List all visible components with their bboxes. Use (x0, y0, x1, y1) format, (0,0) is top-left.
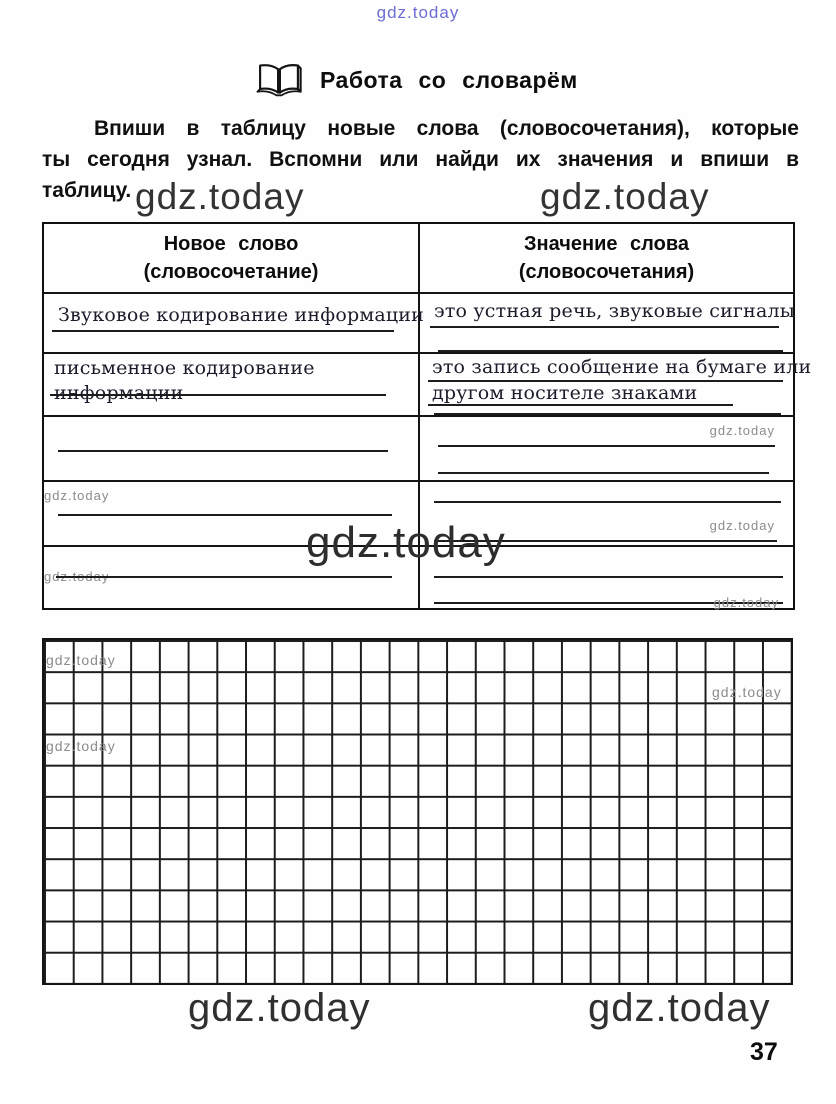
writing-line (56, 576, 392, 578)
writing-line (434, 413, 781, 415)
handwritten-meaning: другом носителе знаками (432, 382, 698, 404)
writing-line (438, 350, 783, 352)
writing-line (438, 472, 769, 474)
handwritten-meaning: это запись сообщение на бумаге или (432, 356, 812, 378)
writing-line (434, 576, 783, 578)
handwritten-word: письменное кодирование (54, 357, 315, 379)
section-title: Работа со словарём (320, 66, 578, 93)
writing-line (52, 330, 394, 332)
meaning-cell (420, 354, 812, 415)
watermark-table-center: gdz.today (306, 518, 506, 567)
watermark-cell: gdz.today (709, 423, 775, 438)
writing-line (430, 326, 779, 328)
column-header-line: (словосочетание) (143, 261, 319, 283)
writing-line (50, 394, 386, 396)
watermark-top: gdz.today (376, 3, 460, 22)
writing-line (434, 501, 781, 503)
handwritten-word: информации (54, 382, 184, 404)
vocabulary-table (42, 222, 812, 610)
table-row (44, 352, 812, 415)
instruction-line-2: ты сегодня узнал. Вспомни или найди их значения и впиши в (42, 148, 799, 171)
column-header-meaning (420, 224, 793, 292)
handwritten-meaning: это устная речь, звуковые сигналы (434, 300, 796, 322)
writing-line (438, 445, 775, 447)
page-number: 37 (750, 1038, 778, 1066)
watermark-grid: gdz.today (712, 684, 782, 700)
meaning-cell (420, 417, 793, 480)
watermark-cell: gdz.today (713, 595, 779, 610)
column-header-new-word (44, 224, 420, 292)
watermark-cell: gdz.today (44, 569, 110, 584)
watermark-grid: gdz.today (46, 652, 116, 668)
column-header-line: (словосочетания) (518, 261, 695, 283)
word-cell (44, 354, 420, 415)
watermark-cell: gdz.today (709, 518, 775, 533)
table-header-row (44, 224, 793, 292)
watermark-after-instruction-right: gdz.today (540, 176, 710, 217)
column-header-line: Новое слово (163, 233, 299, 255)
meaning-cell (420, 294, 796, 352)
watermark-bottom-left: gdz.today (188, 986, 371, 1030)
watermark-grid: gdz.today (46, 738, 116, 754)
table-row (44, 415, 793, 480)
handwritten-word: Звуковое кодирование информации (58, 304, 425, 326)
watermark-after-instruction-left: gdz.today (135, 176, 305, 217)
writing-line (428, 404, 733, 406)
watermark-bottom-right: gdz.today (588, 986, 771, 1030)
watermark-cell: gdz.today (44, 488, 110, 503)
instruction-line-1: Впиши в таблицу новые слова (словосочетания), которые (94, 117, 799, 140)
open-book-icon (252, 60, 306, 100)
instruction-line-3: таблицу. (42, 179, 132, 202)
column-header-line: Значение слова (524, 233, 689, 255)
table-row (44, 292, 796, 352)
section-header (252, 60, 578, 100)
word-cell (44, 417, 420, 480)
word-cell (44, 294, 425, 352)
squared-grid-paper (42, 638, 793, 985)
writing-line (58, 450, 388, 452)
writing-line (58, 514, 392, 516)
